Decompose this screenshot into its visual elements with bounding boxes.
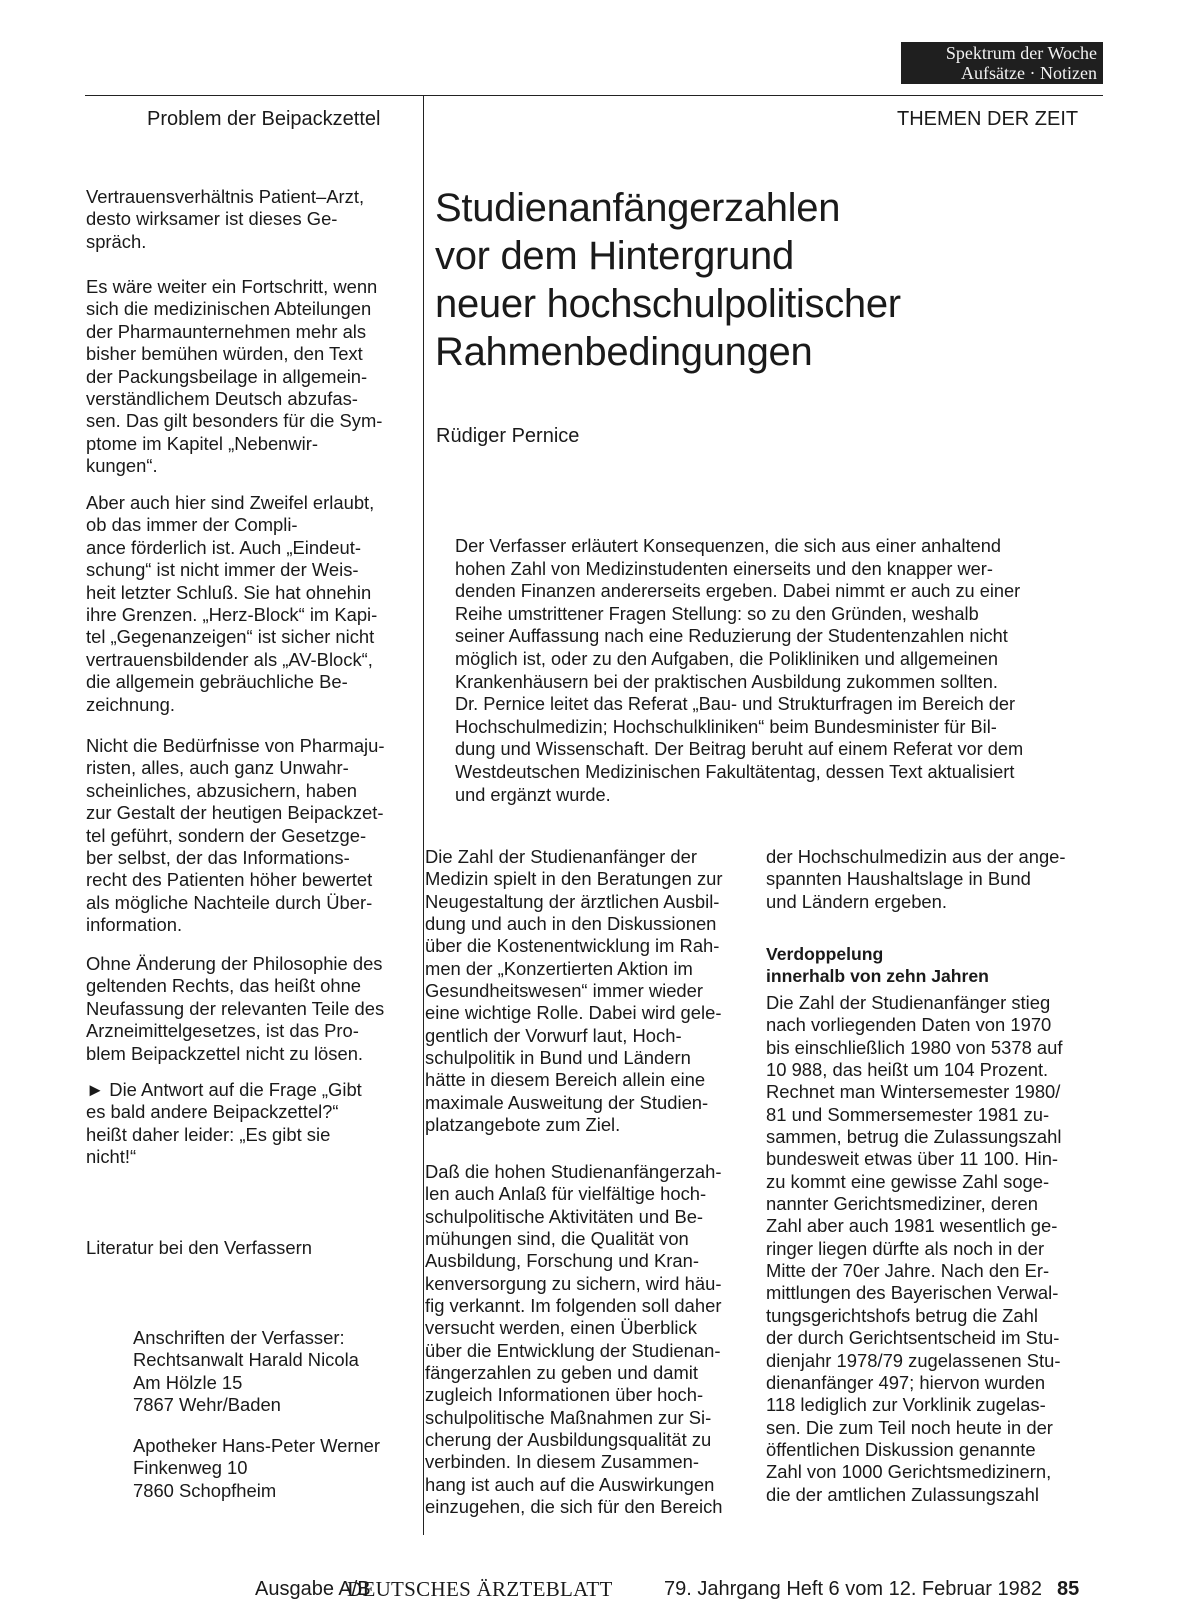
article-abstract: Der Verfasser erläutert Konsequenzen, die sich aus einer anhaltend hohen Zahl von Medizinstudenten einerseits und den knapper wer- denden Finanzen andererseits ergeben. Dabei nimmt er auch zu einer Reihe umstrittener Fragen Stellung: so zu den Gründen, weshalb seiner Auffassung nach eine Reduzierung der Studentenzahlen nicht möglich ist, oder zu den Aufgaben, die Polikliniken und allgemeinen Krankenhäusern bei der praktischen Ausbildung zukommen sollten. Dr. Pernice leitet das Referat „Bau- und Strukturfragen im Bereich der Hochschulmedizin; Hochschulkliniken“ beim Bundesminister für Bil- dung und Wissenschaft. Der Beitrag beruht auf einem Referat vor dem Westdeutschen Medizinischen Fakultätentag, dessen Text aktualisiert und ergänzt wurde. (455, 536, 1024, 805)
section-label: THEMEN DER ZEIT (897, 108, 1079, 130)
badge-line-2: Aufsätze · Notizen (961, 63, 1097, 83)
section-badge (901, 42, 1103, 84)
author-address-1: Anschriften der Verfasser: Rechtsanwalt Harald Nicola Am Hölzle 15 7867 Wehr/Baden (133, 1327, 359, 1416)
footer-journal: DEUTSCHES ÄRZTEBLATT (347, 1577, 613, 1601)
page-footer (0, 1576, 1178, 1604)
badge-line-1: Spektrum der Woche (945, 43, 1097, 63)
body-paragraph-2: Daß die hohen Studienanfängerzah- len auch Anlaß für vielfältige hoch- schulpolitische Aktivitäten und Be- mühungen sind, die Qualität von Ausbildung, Forschung und Kran- kenversorgung zu sichern, wird häu- fig verkannt. Im folgenden soll daher versucht werden, einen Überblick über die Entwicklung der Studienan- fängerzahlen zu geben und damit zugleich Informationen über hoch- schulpolitische Maßnahmen zur Si- cherung der Ausbildungsqualität zu verbinden. In diesem Zusammen- hang ist auch auf die Auswirkungen einzugehen, die sich für den Bereich (425, 1161, 723, 1518)
body-paragraph-4: Die Zahl der Studienanfänger stieg nach vorliegenden Daten von 1970 bis einschließlich 1980 von 5378 auf 10 988, das heißt um 104 Prozent. Rechnet man Wintersemester 1980/ 81 und Sommersemester 1981 zu- sammen, betrug die Zulassungszahl bundesweit etwas über 11 100. Hin- zu kommt eine gewisse Zahl soge- nannter Gerichtsmediziner, deren Zahl aber auch 1981 wesentlich ge- ringer liegen dürfte als noch in der Mitte der 70er Jahre. Nach den Er- mittlungen des Bayerischen Verwal- tungsgerichtshofs betrug die Zahl der durch Gerichtsentscheid im Stu- dienjahr 1978/79 zugelassenen Stu- dienanfänger 497; hiervon wurden 118 lediglich zur Vorklinik zugelas- sen. Die zum Teil noch heute in der öffentlichen Diskussion genannte Zahl von 1000 Gerichtsmedizinern, die der amtlichen Zulassungszahl (766, 992, 1063, 1505)
footer-edition: Ausgabe A/B (255, 1578, 371, 1600)
page-number: 85 (1057, 1578, 1080, 1600)
literature-note: Literatur bei den Verfassern (86, 1237, 312, 1258)
author-address-2: Apotheker Hans-Peter Werner Finkenweg 10 7860 Schopfheim (133, 1435, 381, 1501)
left-paragraph-1: Vertrauensverhältnis Patient–Arzt, desto wirksamer ist dieses Ge- spräch. (86, 186, 365, 252)
conclusion-paragraph: ► Die Antwort auf die Frage „Gibt es bald andere Beipackzettel?“ heißt daher leider: „Es gibt sie nicht!“ (86, 1079, 362, 1168)
header-rule (85, 95, 1103, 96)
footer-issue: 79. Jahrgang Heft 6 vom 12. Februar 1982 (664, 1578, 1043, 1600)
article-author: Rüdiger Pernice (436, 425, 580, 447)
left-paragraph-3: Aber auch hier sind Zweifel erlaubt, ob das immer der Compli- ance förderlich ist. Auch „Eindeut- schung“ ist nicht immer der Weis- heit letzter Schluß. Sie hat ohnehin ihre Grenzen. „Herz-Block“ im Kapi- tel „Gegenanzeigen“ ist sicher nicht vertrauensbildender als „AV-Block“, die allgemein gebräuchliche Be- zeichnung. (86, 492, 378, 715)
left-paragraph-2: Es wäre weiter ein Fortschritt, wenn sich die medizinischen Abteilungen der Pharmaunternehmen mehr als bisher bemühen würden, den Text der Packungsbeilage in allgemein- verständlichem Deutsch abzufas- sen. Das gilt besonders für die Sym- ptome im Kapitel „Nebenwir- kungen“. (86, 276, 383, 477)
body-paragraph-1: Die Zahl der Studienanfänger der Medizin spielt in den Beratungen zur Neugestaltung der ärztlichen Ausbil- dung und auch in den Diskussionen über die Kostenentwicklung im Rah- men der „Konzertierten Aktion im Gesundheitswesen“ immer wieder eine wichtige Rolle. Dabei wird gele- gentlich der Vorwurf laut, Hoch- schulpolitik in Bund und Ländern hätte in diesem Bereich allein eine maximale Ausweitung der Studien- platzangebote zum Ziel. (425, 846, 723, 1136)
article-title: Studienanfängerzahlen vor dem Hintergrund neuer hochschulpolitischer Rahmenbedingungen (435, 186, 901, 374)
body-paragraph-3: der Hochschulmedizin aus der ange- spannten Haushaltslage in Bund und Ländern ergeben. (766, 846, 1066, 912)
section-subheading: Verdoppelung innerhalb von zehn Jahren (766, 944, 989, 986)
running-title: Problem der Beipackzettel (147, 108, 381, 130)
left-paragraph-4: Nicht die Bedürfnisse von Pharmaju- risten, alles, auch ganz Unwahr- scheinliches, abzusichern, haben zur Gestalt der heutigen Beipackzet- tel geführt, sondern der Gesetzge- ber selbst, der das Informations- recht des Patienten höher bewertet als mögliche Nachteile durch Über- information. (86, 735, 385, 936)
left-paragraph-5: Ohne Änderung der Philosophie des geltenden Rechts, das heißt ohne Neufassung der relevanten Teile des Arzneimittelgesetzes, ist das Pro- blem Beipackzettel nicht zu lösen. (86, 953, 385, 1064)
column-divider (423, 95, 424, 1535)
